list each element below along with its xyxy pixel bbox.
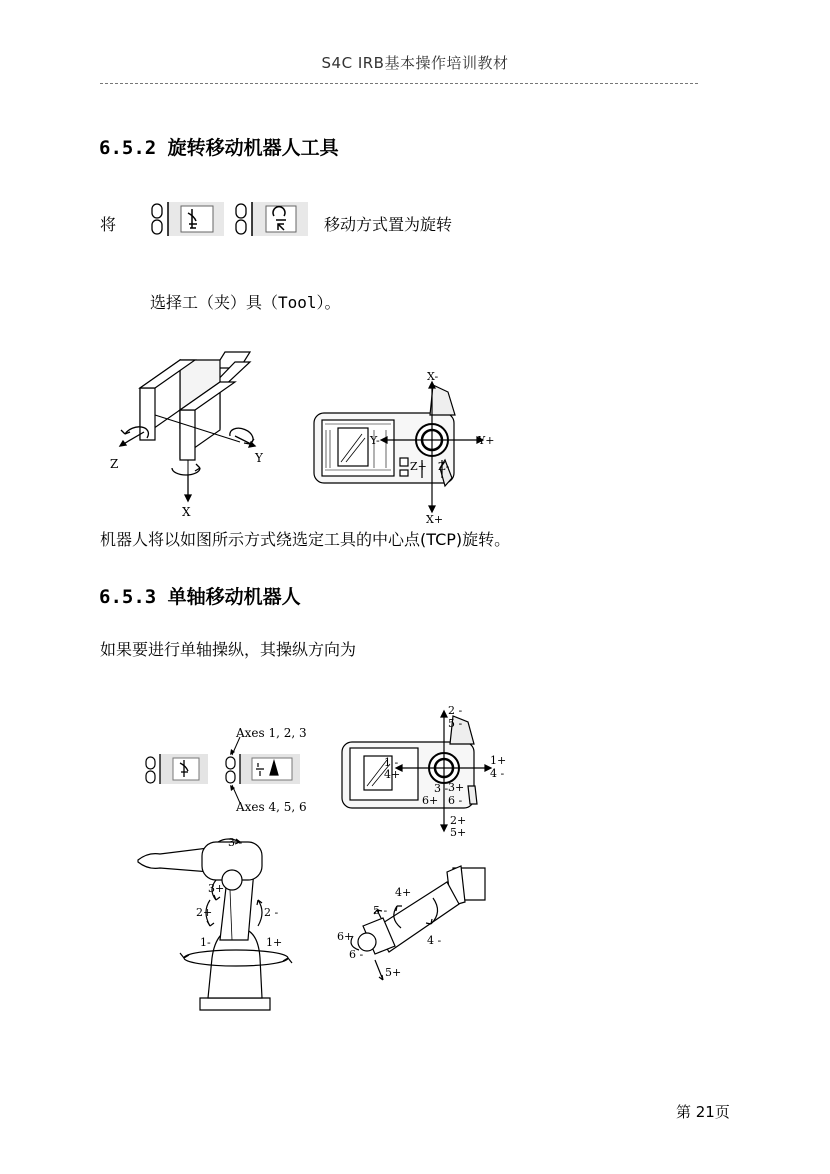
pendant-axis3-plus: 3+ (448, 781, 465, 794)
robot-axis2-minus: 2 - (264, 906, 279, 919)
axes-456-label: Axes 4, 5, 6 (236, 800, 307, 814)
pendant-axis6-plus: 6+ (422, 794, 439, 807)
motion-key-icons (148, 200, 308, 240)
header-divider (100, 83, 698, 84)
x-rotation-arrow (172, 464, 200, 501)
indicator-led-icon (152, 204, 162, 234)
motion-mode-keys (148, 200, 308, 240)
tool-rotation-figure (100, 350, 500, 525)
x-axis-label: X (182, 505, 191, 519)
pendant-axis2-plus: 2+ (450, 814, 467, 827)
axis-pendant-figure (338, 700, 518, 840)
pendant-axis3-minus: 3 - (434, 782, 449, 795)
indicator-led-icon (236, 204, 246, 234)
pendant-axis4-plus: 4+ (384, 768, 401, 781)
wrist-axis4-plus: 4+ (395, 886, 412, 899)
robot-arm-figure (130, 830, 300, 1020)
pendant-axis2-minus: 2 - (448, 704, 463, 717)
robot-axis3-plus: 3+ (208, 882, 225, 895)
pendant-z-minus: Z- (438, 460, 450, 473)
wrist-axis5-minus: 5 - (373, 904, 388, 917)
pendant-axis4-minus: 4 - (490, 767, 505, 780)
robot-axis2-plus: 2+ (196, 906, 213, 919)
wrist-axis6-plus: 6+ (337, 930, 354, 943)
page-number: 第 21页 (676, 1103, 730, 1121)
tcp-rotation-caption: 机器人将以如图所示方式绕选定工具的中心点(TCP)旋转。 (100, 530, 511, 549)
indicator-led-icon (226, 757, 235, 783)
section-heading-653: 6.5.3 单轴移动机器人 (99, 586, 301, 608)
axes-123-label: Axes 1, 2, 3 (236, 726, 307, 740)
wrist-axis4-minus: 4 - (427, 934, 442, 947)
robot-axis1-plus: 1+ (266, 936, 283, 949)
axis-group-keys (140, 725, 310, 825)
pendant-x-minus: X- (427, 370, 439, 383)
z-axis-label: Z (110, 457, 119, 471)
robot-wrist-figure (335, 860, 515, 990)
indicator-led-icon (146, 757, 155, 783)
pendant-y-minus: Y- (370, 434, 380, 447)
pendant-axis1-minus: 1 - (384, 756, 399, 769)
y-rotation-arrow (230, 428, 255, 447)
robot-arm-drawing (138, 842, 270, 1010)
pendant-axis5-minus: 5 - (448, 717, 463, 730)
section-heading-652: 6.5.2 旋转移动机器人工具 (99, 137, 339, 159)
select-tool-text: 选择工（夹）具（Tool）。 (150, 293, 341, 312)
pendant-axis1-plus: 1+ (490, 754, 507, 767)
set-prefix-text: 将 (100, 215, 117, 234)
wrist-axis6-minus: 6 - (349, 948, 364, 961)
axes-pointer-lines (232, 737, 240, 803)
pendant-z-plus: Z+ (410, 460, 427, 473)
single-axis-intro: 如果要进行单轴操纵，其操纵方向为 (100, 640, 357, 659)
wrist-axis5-plus: 5+ (385, 966, 402, 979)
pendant-x-plus: X+ (426, 513, 444, 525)
pendant-axis6-minus: 6 - (448, 794, 463, 807)
set-suffix-text: 移动方式置为旋转 (324, 215, 453, 234)
pendant-axis5-plus: 5+ (450, 826, 467, 839)
y-axis-label: Y (255, 451, 263, 465)
document-header: S4C IRB基本操作培训教材 (321, 54, 509, 72)
teach-pendant-drawing (314, 385, 455, 486)
robot-axis1-minus: 1- (200, 936, 211, 949)
robot-axis3-minus: 3 - (228, 836, 243, 849)
pendant-y-plus: Y+ (478, 434, 495, 447)
